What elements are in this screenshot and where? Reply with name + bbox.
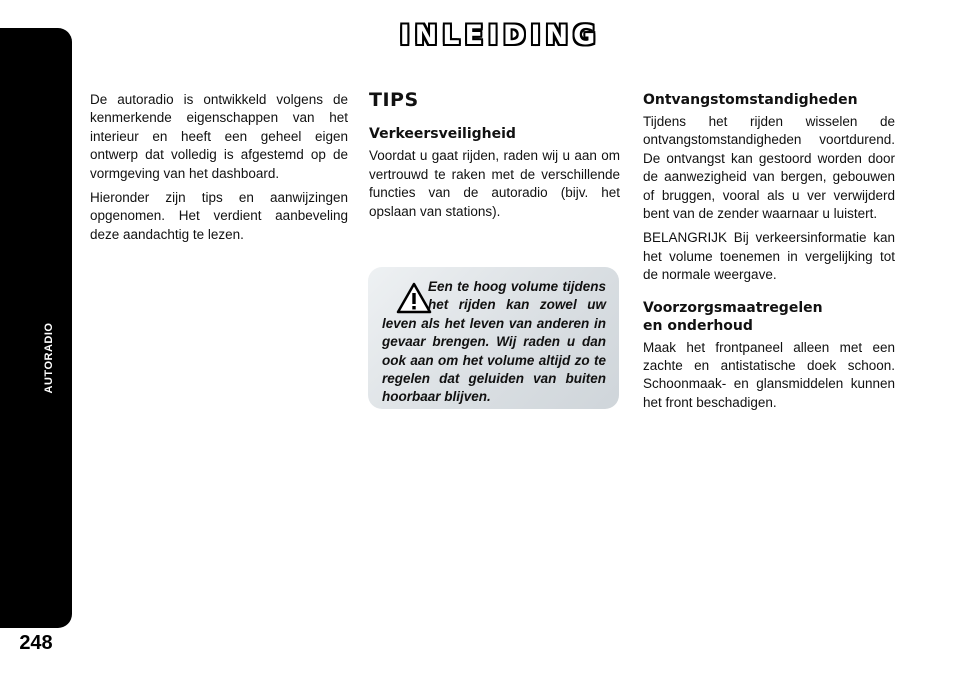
tips-heading: TIPS [369, 89, 419, 111]
care-heading-line1: Voorzorgsmaatregelen [643, 299, 823, 316]
safety-heading: Verkeersveiligheid [369, 126, 516, 143]
side-tab [0, 28, 72, 628]
warning-text-block [382, 278, 606, 407]
intro-paragraph-1: De autoradio is ontwikkeld volgens de kenmerkende eigenschappen van het interieur en heeft een geheel eigen ontwerp dat volledig is afgestemd op de vormgeving van het dashboard. [90, 92, 348, 181]
reception-paragraph-1: Tijdens het rijden wisselen de ontvangstomstandigheden voortdurend. De ontvangst kan gestoord worden door de aanwezigheid van bergen, gebouwen of bruggen, vooral als u ver verwijderd bent van de zender waarnaar u luistert. [643, 114, 895, 222]
warning-text: Een te hoog volume tijdens het rijden kan zowel uw leven als het leven van anderen in gevaar brengen. Wij raden u dan ook aan om het volume altijd zo te regelen dat geluiden van buiten hoorbaar blijven. [382, 279, 606, 405]
safety-paragraph: Voordat u gaat rijden, raden wij u aan om vertrouwd te raken met de verschillende functies van de autoradio (bijv. het opslaan van stations). [369, 148, 620, 219]
warning-box [368, 267, 619, 409]
care-heading-line2: en onderhoud [643, 317, 753, 334]
tips-column [369, 91, 620, 227]
intro-paragraph-2: Hieronder zijn tips en aanwijzingen opgenomen. Het verdient aanbeveling deze aandachtig te lezen. [90, 190, 348, 242]
care-paragraph: Maak het frontpaneel alleen met een zachte en antistatische doek schoon. Schoonmaak- en glansmiddelen kunnen het front beschadigen. [643, 339, 895, 410]
page-title: INLEIDING [399, 20, 601, 51]
intro-column [90, 91, 348, 250]
reception-column [643, 91, 895, 418]
reception-heading: Ontvangstomstandigheden [643, 92, 858, 108]
section-label: AUTORADIO [43, 322, 55, 394]
reception-paragraph-2: BELANGRIJK Bij verkeersinformatie kan het volume toenemen in vergelijking tot de normale weergave. [643, 230, 895, 283]
page-number: 248 [19, 632, 53, 654]
